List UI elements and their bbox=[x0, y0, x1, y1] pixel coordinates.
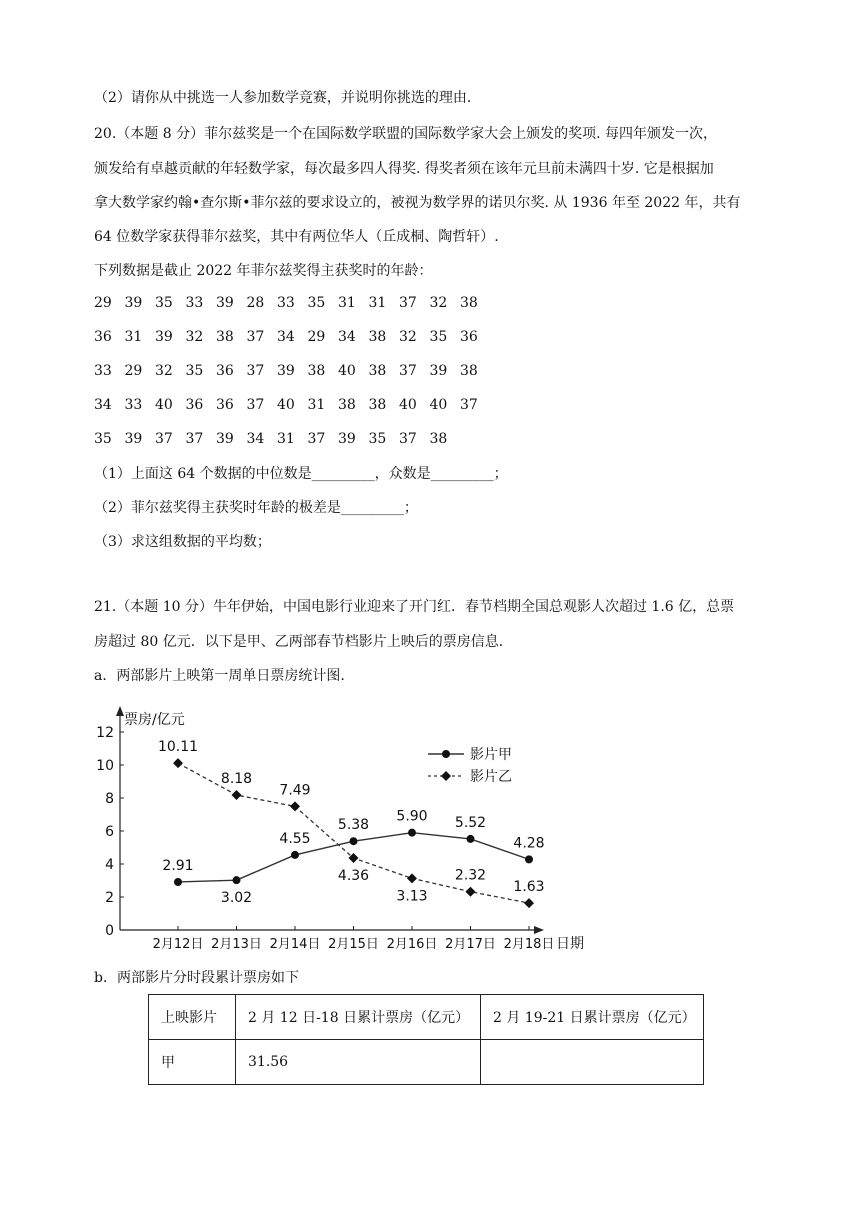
age-value: 31 bbox=[277, 431, 295, 447]
film-a-point bbox=[467, 835, 475, 843]
age-value: 40 bbox=[429, 397, 448, 413]
film-a-point bbox=[174, 878, 182, 886]
age-value: 37 bbox=[185, 431, 204, 447]
q20-line-4: 64 位数学家获得菲尔兹奖，其中有两位华人（丘成桐、陶哲轩）. bbox=[94, 229, 499, 245]
age-value: 31 bbox=[368, 295, 387, 311]
age-value: 35 bbox=[429, 329, 448, 345]
age-value: 32 bbox=[429, 295, 448, 311]
age-value: 38 bbox=[368, 363, 387, 379]
film-b-point bbox=[173, 758, 183, 768]
age-value: 37 bbox=[399, 295, 417, 311]
age-value: 37 bbox=[246, 397, 265, 413]
y-axis-label: 票房/亿元 bbox=[124, 712, 185, 728]
q20-sub3: （3）求这组数据的平均数； bbox=[94, 534, 271, 550]
age-value: 33 bbox=[185, 295, 204, 311]
age-value: 37 bbox=[460, 397, 478, 413]
age-value: 31 bbox=[124, 329, 143, 345]
age-value: 40 bbox=[277, 397, 295, 413]
y-tick-label: 8 bbox=[105, 791, 114, 807]
ages-row bbox=[94, 431, 494, 451]
table-header-cell: 2 月 12 日-18 日累计票房（亿元） bbox=[236, 995, 481, 1040]
x-tick-label: 2月18日 bbox=[503, 937, 555, 952]
age-value: 38 bbox=[368, 397, 387, 413]
age-value: 37 bbox=[399, 363, 417, 379]
age-value: 35 bbox=[94, 431, 112, 447]
film-a-point bbox=[408, 829, 416, 837]
age-value: 33 bbox=[94, 363, 112, 379]
q19-part2: （2）请你从中挑选一人参加数学竞赛，并说明你挑选的理由. bbox=[94, 90, 472, 106]
age-value: 39 bbox=[429, 363, 448, 379]
film-b-point bbox=[524, 898, 534, 908]
x-tick-label: 2月14日 bbox=[269, 937, 321, 952]
legend-label-film-a: 影片甲 bbox=[470, 747, 512, 763]
ages-row bbox=[94, 329, 494, 349]
age-value: 39 bbox=[216, 295, 234, 311]
table-header-cell: 2 月 19-21 日累计票房（亿元） bbox=[481, 995, 704, 1040]
x-axis-arrow bbox=[534, 926, 544, 934]
box-office-line-chart bbox=[90, 690, 584, 960]
film-b-point bbox=[232, 790, 242, 800]
ages-row bbox=[94, 397, 494, 417]
film-a-point bbox=[291, 851, 299, 859]
age-value: 36 bbox=[94, 329, 112, 345]
film-a-point bbox=[233, 876, 241, 884]
age-value: 40 bbox=[155, 397, 173, 413]
age-value: 28 bbox=[246, 295, 265, 311]
age-value: 37 bbox=[246, 329, 265, 345]
film-a-data-label: 4.28 bbox=[513, 835, 545, 852]
table-header-cell: 上映影片 bbox=[149, 995, 236, 1040]
legend-label-film-b: 影片乙 bbox=[470, 769, 512, 785]
age-value: 38 bbox=[307, 363, 326, 379]
y-tick-label: 4 bbox=[105, 857, 114, 873]
age-value: 37 bbox=[246, 363, 265, 379]
age-value: 37 bbox=[155, 431, 173, 447]
age-value: 33 bbox=[277, 295, 295, 311]
film-a-data-label: 3.02 bbox=[220, 890, 253, 907]
film-b-point bbox=[466, 887, 476, 897]
age-value: 29 bbox=[307, 329, 326, 345]
y-tick-label: 6 bbox=[105, 824, 114, 840]
cumulative-box-office-table bbox=[148, 994, 704, 1085]
x-tick-label: 2月17日 bbox=[445, 937, 496, 952]
age-value: 35 bbox=[368, 431, 387, 447]
age-value: 40 bbox=[399, 397, 417, 413]
age-value: 38 bbox=[460, 295, 478, 311]
q20-intro: 下列数据是截止 2022 年菲尔兹奖得主获奖时的年龄： bbox=[94, 263, 433, 279]
y-tick-label: 10 bbox=[96, 758, 114, 774]
legend-marker-film-a bbox=[442, 750, 450, 758]
age-value: 39 bbox=[124, 295, 143, 311]
film-a-data-label: 4.55 bbox=[279, 830, 311, 847]
film-b-data-label: 8.18 bbox=[220, 771, 253, 788]
table-cell: 31.56 bbox=[236, 1040, 481, 1085]
age-value: 39 bbox=[338, 431, 356, 447]
table-row bbox=[149, 1040, 704, 1085]
q20-line-2: 颁发给有卓越贡献的年轻数学家，每次最多四人得奖. 得奖者须在该年元旦前未满四十岁. 它是根据加 bbox=[94, 161, 714, 177]
age-value: 38 bbox=[338, 397, 356, 413]
q20-sub2: （2）菲尔兹奖得主获奖时年龄的极差是_________； bbox=[94, 500, 418, 516]
age-value: 31 bbox=[307, 397, 326, 413]
film-b-point bbox=[290, 801, 300, 811]
age-value: 35 bbox=[155, 295, 173, 311]
film-b-point bbox=[407, 873, 417, 883]
film-a-data-label: 2.91 bbox=[162, 857, 194, 874]
age-value: 39 bbox=[124, 431, 143, 447]
film-b-data-label: 1.63 bbox=[513, 879, 545, 896]
film-b-data-label: 10.11 bbox=[157, 739, 199, 756]
age-value: 38 bbox=[368, 329, 387, 345]
ages-row bbox=[94, 363, 494, 383]
age-value: 36 bbox=[216, 363, 234, 379]
q20-line-3: 拿大数学家约翰•查尔斯•菲尔兹的要求设立的，被视为数学界的诺贝尔奖. 从 1936 年至 2022 年，共有 bbox=[94, 195, 741, 211]
x-tick-label: 2月16日 bbox=[386, 937, 438, 952]
x-axis-label: 日期 bbox=[556, 936, 584, 952]
q21-line-2: 房超过 80 亿元．以下是甲、乙两部春节档影片上映后的票房信息． bbox=[94, 634, 513, 650]
film-b-data-label: 3.13 bbox=[396, 888, 428, 905]
y-tick-label: 0 bbox=[105, 923, 114, 939]
film-b-data-label: 4.36 bbox=[337, 868, 370, 885]
age-value: 32 bbox=[185, 329, 204, 345]
table-cell bbox=[481, 1040, 704, 1085]
table-cell: 甲 bbox=[149, 1040, 236, 1085]
film-b-data-label: 2.32 bbox=[454, 867, 487, 884]
age-value: 38 bbox=[216, 329, 234, 345]
age-value: 37 bbox=[399, 431, 417, 447]
film-a-point bbox=[350, 837, 358, 845]
x-tick-label: 2月13日 bbox=[211, 937, 262, 952]
legend-marker-film-b bbox=[441, 771, 451, 781]
ages-row bbox=[94, 295, 494, 315]
age-value: 34 bbox=[246, 431, 265, 447]
age-value: 29 bbox=[124, 363, 143, 379]
age-value: 33 bbox=[124, 397, 143, 413]
table-header-row bbox=[149, 995, 704, 1040]
age-value: 39 bbox=[155, 329, 173, 345]
q20-sub1: （1）上面这 64 个数据的中位数是_________，众数是_________； bbox=[94, 466, 508, 482]
age-value: 37 bbox=[307, 431, 326, 447]
y-tick-label: 12 bbox=[96, 725, 114, 741]
age-value: 36 bbox=[460, 329, 478, 345]
q20-line-1: 20.（本题 8 分）菲尔兹奖是一个在国际数学联盟的国际数学家大会上颁发的奖项. 每四年颁发一次， bbox=[94, 126, 717, 142]
q21-a-label: a．两部影片上映第一周单日票房统计图. bbox=[94, 668, 345, 684]
y-tick-label: 2 bbox=[105, 890, 114, 906]
age-value: 36 bbox=[185, 397, 204, 413]
age-value: 40 bbox=[338, 363, 356, 379]
age-value: 35 bbox=[307, 295, 326, 311]
age-value: 31 bbox=[338, 295, 356, 311]
age-value: 36 bbox=[216, 397, 234, 413]
age-value: 38 bbox=[460, 363, 478, 379]
film-a-data-label: 5.38 bbox=[337, 817, 370, 834]
x-tick-label: 2月15日 bbox=[328, 937, 379, 952]
x-tick-label: 2月12日 bbox=[152, 937, 204, 952]
film-a-data-label: 5.52 bbox=[454, 814, 487, 831]
age-value: 35 bbox=[185, 363, 204, 379]
age-value: 34 bbox=[338, 329, 356, 345]
film-b-data-label: 7.49 bbox=[279, 782, 311, 799]
q21-b-label: b．两部影片分时段累计票房如下 bbox=[94, 970, 299, 986]
age-value: 29 bbox=[94, 295, 112, 311]
y-axis-arrow bbox=[116, 706, 124, 716]
film-a-data-label: 5.90 bbox=[396, 808, 428, 825]
q21-line-1: 21.（本题 10 分）牛年伊始，中国电影行业迎来了开门红．春节档期全国总观影人次超过 1.6 亿，总票 bbox=[94, 599, 735, 615]
age-value: 32 bbox=[155, 363, 173, 379]
age-value: 39 bbox=[216, 431, 234, 447]
age-value: 34 bbox=[277, 329, 295, 345]
film-a-point bbox=[525, 855, 533, 863]
age-value: 38 bbox=[429, 431, 448, 447]
age-value: 32 bbox=[399, 329, 417, 345]
age-value: 34 bbox=[94, 397, 112, 413]
age-value: 39 bbox=[277, 363, 295, 379]
